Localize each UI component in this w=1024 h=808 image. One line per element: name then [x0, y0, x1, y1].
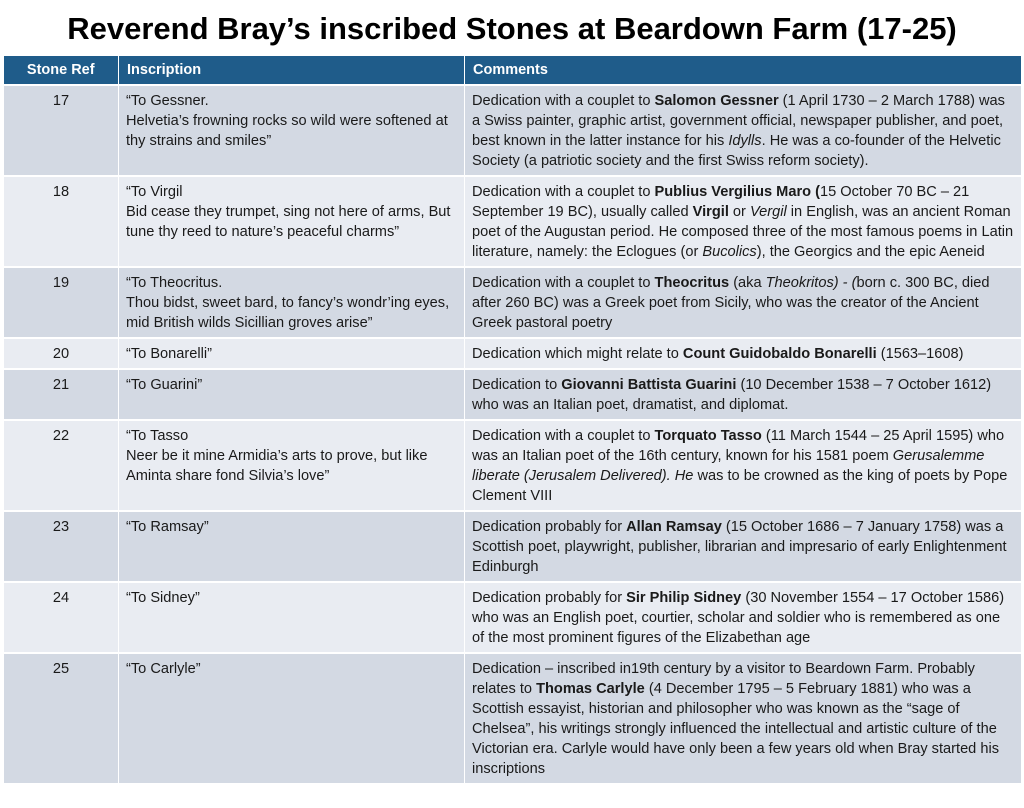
page-title: Reverend Bray’s inscribed Stones at Beardown Farm (17-25): [67, 11, 957, 46]
table-row: [4, 420, 1022, 511]
inscription-line: “To Bonarelli”: [126, 346, 212, 362]
comment-bold-name: Count Guidobaldo Bonarelli: [682, 346, 877, 362]
inscription-line: “To Guarini”: [126, 377, 203, 393]
comment-bold-name: Torquato Tasso: [654, 428, 762, 444]
inscription-line: Bid cease they trumpet, sing not here of arms, But tune thy reed to nature’s peaceful charms”: [126, 204, 451, 240]
table-row: [4, 582, 1022, 653]
table-row: [4, 511, 1022, 582]
comment-text: . He was a co-founder of the Helvetic Society (a patriotic society and the first Swiss reform society).: [472, 133, 1001, 169]
comment-text: Dedication with a couplet to: [472, 275, 655, 291]
comment-text: Dedication probably for: [472, 590, 627, 606]
stone-ref-cell: 17: [4, 85, 119, 176]
comment-text: (aka: [729, 275, 766, 291]
comment-cell: [465, 267, 1022, 338]
inscription-cell: [119, 85, 465, 176]
inscription-line: “To Sidney”: [126, 590, 200, 606]
comment-bold-name: Allan Ramsay: [626, 519, 722, 535]
comment-cell: [465, 369, 1022, 420]
table-row: [4, 85, 1022, 176]
comment-cell: [465, 653, 1022, 784]
inscription-line: Thou bidst, sweet bard, to fancy’s wondr’ing eyes, mid British wilds Sicillian groves arise”: [126, 295, 450, 331]
table-header-row: [4, 56, 1022, 85]
comment-bold-name: Thomas Carlyle: [536, 681, 645, 697]
comment-cell: [465, 420, 1022, 511]
inscription-cell: [119, 511, 465, 582]
inscription-line: “To Carlyle”: [126, 661, 201, 677]
comment-text: Dedication with a couplet to: [472, 93, 655, 109]
inscription-line: “To Tasso: [126, 428, 189, 444]
inscription-cell: [119, 653, 465, 784]
comment-bold-name: Theocritus: [654, 275, 730, 291]
comment-text: (1 April 1730 – 2 March 1788) was a Swiss painter, graphic artist, government official, newspaper publisher, and poet, best known in the latter instance for his: [472, 93, 1005, 149]
comment-cell: [465, 338, 1022, 369]
stone-ref-cell: 22: [4, 420, 119, 511]
comment-cell: [465, 511, 1022, 582]
comment-text: (11 March 1544 – 25 April 1595) who was an Italian poet of the 16th century, known for his 1581 poem: [472, 428, 1005, 464]
comment-text: or: [728, 204, 750, 220]
inscription-cell: [119, 582, 465, 653]
stones-table: [3, 56, 1022, 784]
comment-bold-name: Sir Philip Sidney: [626, 590, 742, 606]
comment-italic-text: Gerusalemme liberate (Jerusalem Delivered). He: [472, 448, 985, 484]
comment-bold-name: Virgil: [692, 204, 729, 220]
comment-bold-name: Publius Vergilius Maro (: [654, 184, 820, 200]
comment-text: Dedication – inscribed in19th century by a visitor to Beardown Farm. Probably relates to: [472, 661, 975, 697]
comment-text: Dedication with a couplet to: [472, 428, 655, 444]
table-body: [4, 85, 1022, 784]
table-row: [4, 267, 1022, 338]
comment-text: Dedication to: [472, 377, 562, 393]
table-row: [4, 338, 1022, 369]
comment-italic-text: Vergil: [749, 204, 787, 220]
inscription-line: Helvetia’s frowning rocks so wild were softened at thy strains and smiles”: [126, 113, 448, 149]
comment-text: 15 October 70 BC – 21 September 19 BC), usually called: [472, 184, 970, 220]
inscription-line: “To Ramsay”: [126, 519, 209, 535]
table-row: [4, 653, 1022, 784]
comment-bold-name: Salomon Gessner: [654, 93, 779, 109]
column-header-inscription: Inscription: [119, 56, 465, 85]
table-row: [4, 176, 1022, 267]
comment-text: born c. 300 BC, died after 260 BC) was a Greek poet from Sicily, who was the creator of the Ancient Greek pastoral poetry: [472, 275, 990, 331]
inscription-cell: [119, 338, 465, 369]
inscription-cell: [119, 420, 465, 511]
inscription-cell: [119, 176, 465, 267]
comment-text: (10 December 1538 – 7 October 1612) who was an Italian poet, dramatist, and diplomat.: [472, 377, 992, 413]
comment-text: Dedication with a couplet to: [472, 184, 655, 200]
comment-text: (1563–1608): [876, 346, 964, 362]
comment-cell: [465, 85, 1022, 176]
stone-ref-cell: 25: [4, 653, 119, 784]
stone-ref-cell: 24: [4, 582, 119, 653]
column-header-stone-ref: Stone Ref: [4, 56, 119, 85]
comment-text: (15 October 1686 – 7 January 1758) was a Scottish poet, playwright, publisher, librarian and impresario of early Enlightenment Edinburgh: [472, 519, 1007, 575]
comment-text: ), the Georgics and the epic Aeneid: [756, 244, 985, 260]
comment-text: in English, was an ancient Roman poet of the Augustan period. He composed three of the most famous poems in Latin literature, namely: the Eclogues (or: [472, 204, 1014, 260]
comment-italic-text: Bucolics: [702, 244, 757, 260]
inscription-line: “To Theocritus.: [126, 275, 223, 291]
comment-italic-text: Theokritos) - (: [765, 275, 857, 291]
stone-ref-cell: 21: [4, 369, 119, 420]
comment-cell: [465, 176, 1022, 267]
inscription-line: “To Gessner.: [126, 93, 209, 109]
comment-italic-text: Idylls: [728, 133, 762, 149]
stone-ref-cell: 20: [4, 338, 119, 369]
comment-text: was to be crowned as the king of poets by Pope Clement VIII: [472, 468, 1008, 504]
comment-text: Dedication probably for: [472, 519, 627, 535]
table-row: [4, 369, 1022, 420]
comment-cell: [465, 582, 1022, 653]
comment-text: (4 December 1795 – 5 February 1881) who was a Scottish essayist, historian and philosopher who was known as the “sage of Chelsea”, his writings strongly influenced the intellectual and artistic culture of the Victorian era. Carlyle would have only been a few years old when Bray started his inscriptions: [472, 681, 1000, 777]
inscription-line: “To Virgil: [126, 184, 183, 200]
comment-text: (30 November 1554 – 17 October 1586) who was an English poet, courtier, scholar and soldier who is remembered as one of the most prominent figures of the Elizabethan age: [472, 590, 1005, 646]
inscription-line: Neer be it mine Armidia’s arts to prove, but like Aminta share fond Silvia’s love”: [126, 448, 428, 484]
comment-text: Dedication which might relate to: [472, 346, 683, 362]
inscription-cell: [119, 369, 465, 420]
stone-ref-cell: 23: [4, 511, 119, 582]
inscription-cell: [119, 267, 465, 338]
stone-ref-cell: 18: [4, 176, 119, 267]
stone-ref-cell: 19: [4, 267, 119, 338]
comment-bold-name: Giovanni Battista Guarini: [561, 377, 737, 393]
column-header-comments: Comments: [465, 56, 1022, 85]
